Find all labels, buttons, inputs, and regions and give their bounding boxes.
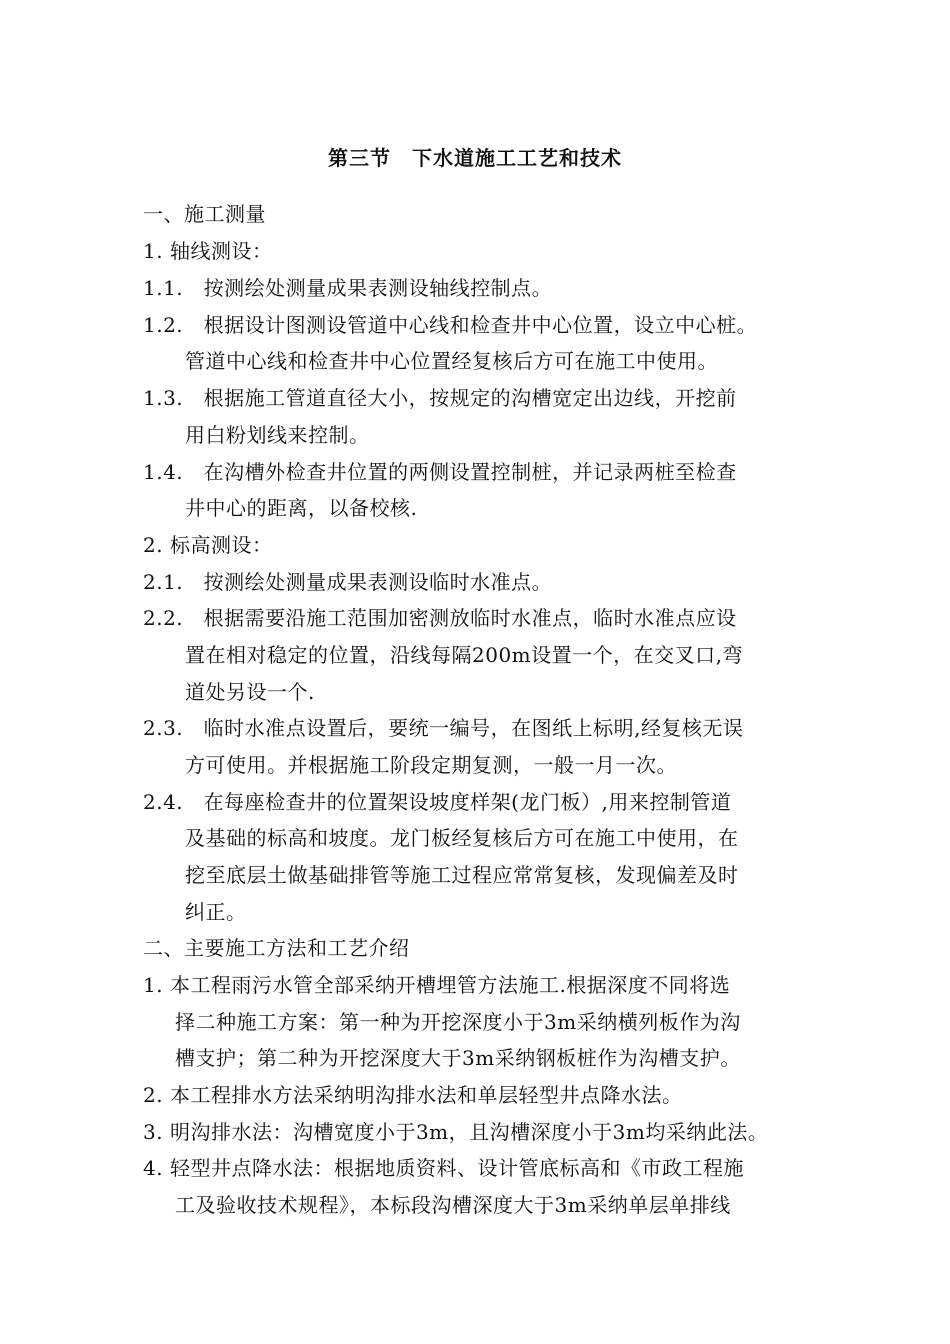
method-4-cont: 工及验收技术规程》，本标段沟槽深度大于3m采纳单层单排线 [175,1193,731,1217]
method-4: 4. 轻型井点降水法：根据地质资料、设计管底标高和《市政工程施 [143,1156,744,1180]
item-2-4-cont-1: 及基础的标高和坡度。龙门板经复核后方可在施工中使用，在 [185,826,739,850]
item-2-3: 2.3. 临时水准点设置后，要统一编号，在图纸上标明,经复核无误 [143,716,744,740]
method-1-cont-1: 择二种施工方案：第一种为开挖深度小于3m采纳横列板作为沟 [175,1010,741,1034]
item-1-2-cont: 管道中心线和检查井中心位置经复核后方可在施工中使用。 [185,349,718,373]
method-2: 2. 本工程排水方法采纳明沟排水法和单层轻型井点降水法。 [143,1083,683,1107]
item-elevation-survey: 2. 标高测设： [143,533,273,557]
item-2-2-cont-2: 道处另设一个. [185,680,315,704]
item-2-1: 2.1. 按测绘处测量成果表测设临时水准点。 [143,570,553,594]
item-1-2: 1.2. 根据设计图测设管道中心线和检查井中心位置，设立中心桩。 [143,313,758,337]
item-2-4-cont-3: 纠正。 [185,900,247,924]
item-2-3-cont: 方可使用。并根据施工阶段定期复测，一般一月一次。 [185,753,677,777]
item-1-3-cont: 用白粉划线来控制。 [185,423,370,447]
heading-survey: 一、施工测量 [143,202,266,226]
item-2-2-cont-1: 置在相对稳定的位置，沿线每隔200m设置一个，在交叉口,弯 [185,643,743,667]
item-2-4: 2.4. 在每座检查井的位置架设坡度样架(龙门板）,用来控制管道 [143,790,732,814]
item-1-3: 1.3. 根据施工管道直径大小，按规定的沟槽宽定出边线，开挖前 [143,386,737,410]
section-title: 第三节 下水道施工工艺和技术 [328,146,622,170]
method-1: 1. 本工程雨污水管全部采纳开槽埋管方法施工.根据深度不同将选 [143,973,731,997]
item-2-4-cont-2: 挖至底层土做基础排管等施工过程应常常复核，发现偏差及时 [185,863,739,887]
item-1-1: 1.1. 按测绘处测量成果表测设轴线控制点。 [143,276,553,300]
item-1-4-cont: 井中心的距离，以备校核. [185,496,418,520]
item-1-4: 1.4. 在沟槽外检查井位置的两侧设置控制桩，并记录两桩至检查 [143,460,737,484]
item-axis-survey: 1. 轴线测设： [143,239,273,263]
method-1-cont-2: 槽支护；第二种为开挖深度大于3m采纳钢板桩作为沟槽支护。 [175,1046,741,1070]
method-3: 3. 明沟排水法：沟槽宽度小于3m，且沟槽深度小于3m均采纳此法。 [143,1120,769,1144]
heading-methods: 二、主要施工方法和工艺介绍 [143,936,410,960]
item-2-2: 2.2. 根据需要沿施工范围加密测放临时水准点，临时水准点应设 [143,606,737,630]
